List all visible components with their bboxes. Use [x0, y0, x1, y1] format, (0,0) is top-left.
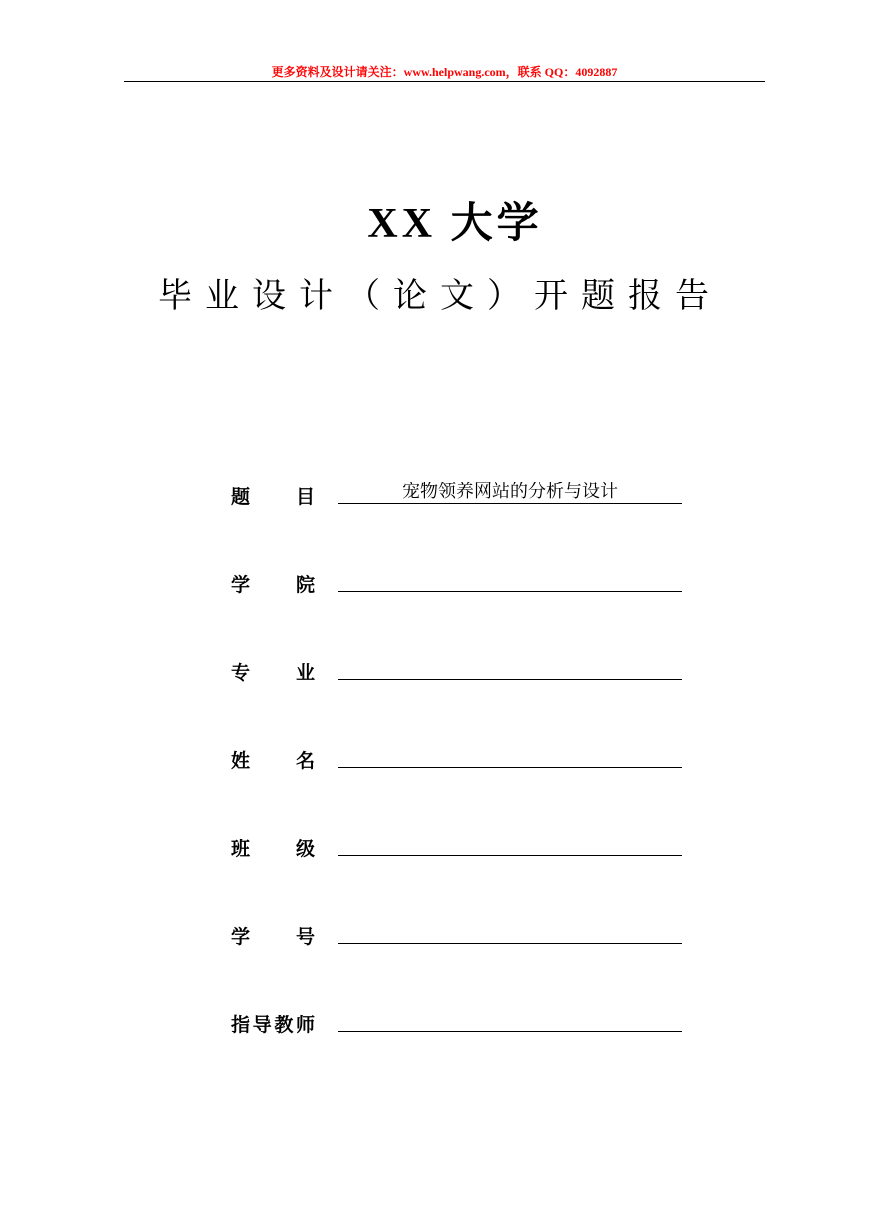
field-row-topic — [231, 482, 683, 512]
field-label-char: 导 — [252, 1014, 272, 1036]
field-label-major — [231, 658, 315, 685]
field-label-char: 指 — [231, 1014, 251, 1036]
field-label-char: 姓 — [231, 750, 251, 772]
field-value-class[interactable] — [338, 834, 682, 856]
field-label-student-id — [231, 922, 315, 949]
field-label-char: 班 — [231, 838, 251, 860]
field-label-char: 目 — [295, 486, 315, 508]
field-label-topic — [231, 482, 315, 509]
field-row-student-id — [231, 922, 683, 952]
field-row-major — [231, 658, 683, 688]
field-label-char: 业 — [295, 662, 315, 684]
field-label-char: 师 — [295, 1014, 315, 1036]
field-value-topic[interactable]: 宠物领养网站的分析与设计 — [338, 482, 682, 504]
field-value-student-id[interactable] — [338, 922, 682, 944]
field-label-char: 学 — [231, 926, 251, 948]
field-label-name — [231, 746, 315, 773]
field-label-char: 院 — [295, 574, 315, 596]
field-label-char: 级 — [295, 838, 315, 860]
field-label-char: 题 — [231, 486, 251, 508]
field-label-char: 名 — [295, 750, 315, 772]
field-value-college[interactable] — [338, 570, 682, 592]
report-title: 毕业设计（论文）开题报告 — [158, 276, 722, 316]
field-label-char: 号 — [295, 926, 315, 948]
field-value-major[interactable] — [338, 658, 682, 680]
field-row-class — [231, 834, 683, 864]
field-label-char: 专 — [231, 662, 251, 684]
field-label-college — [231, 570, 315, 597]
field-value-advisor[interactable] — [338, 1010, 682, 1032]
header-rule — [124, 81, 765, 82]
field-label-char: 学 — [231, 574, 251, 596]
field-row-name — [231, 746, 683, 776]
field-label-char: 教 — [274, 1014, 294, 1036]
field-label-class — [231, 834, 315, 861]
field-row-college — [231, 570, 683, 600]
university-name: XX 大学 — [367, 201, 543, 247]
field-row-advisor — [231, 1010, 683, 1040]
header-note: 更多资料及设计请关注：www.helpwang.com，联系 QQ：4092887 — [271, 65, 618, 79]
field-value-name[interactable] — [338, 746, 682, 768]
field-label-advisor — [231, 1010, 315, 1037]
